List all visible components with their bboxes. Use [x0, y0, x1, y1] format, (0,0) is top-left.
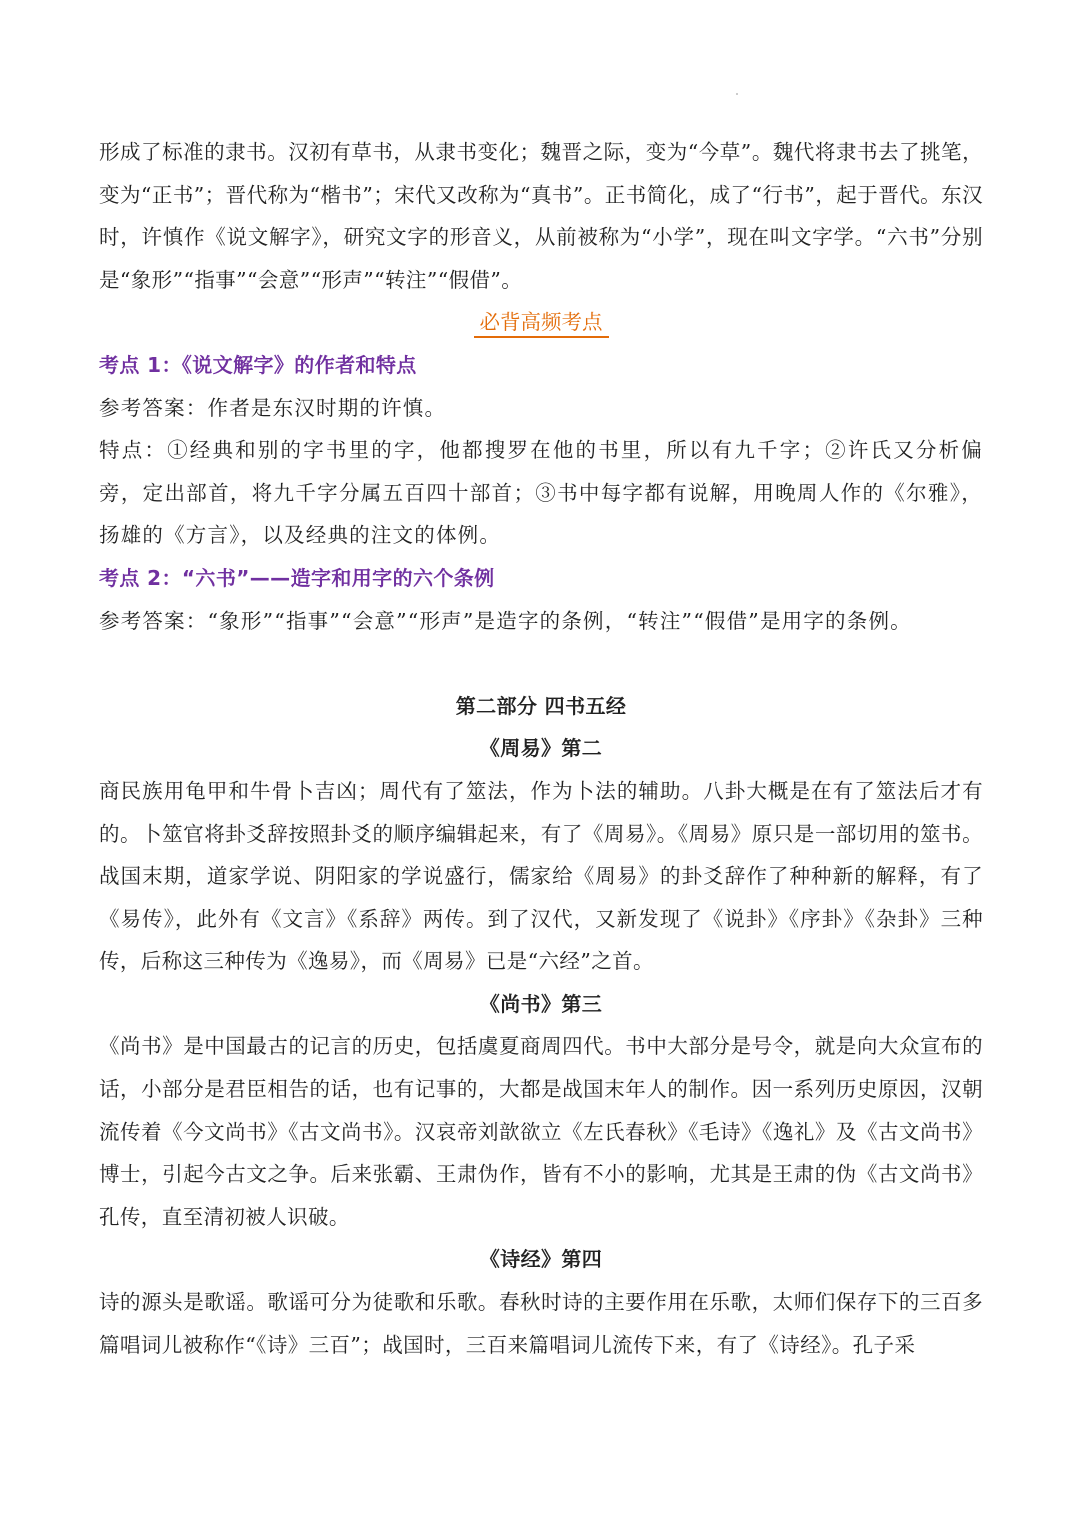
part-two-title: 第二部分 四书五经 [455, 693, 627, 718]
chapter-zhouyi-title: 《周易》第二 [479, 736, 603, 761]
must-memorize-heading [99, 301, 983, 344]
chapter-zhouyi-body: 商民族用龟甲和牛骨卜吉凶；周代有了筮法，作为卜法的辅助。八卦大概是在有了筮法后才有的。卜筮官将卦爻辞按照卦爻的顺序编辑起来，有了《周易》。《周易》原只是一部切用的筮书。战国末期，道家学说、阴阳家的学说盛行，儒家给《周易》的卦爻辞作了种种新的解释，有了《易传》，此外有《文言》《系辞》两传。到了汉代，又新发现了《说卦》《序卦》《杂卦》三种传，后称这三种传为《逸易》，而《周易》已是“六经”之首。 [99, 778, 983, 974]
chapter-shangshu-title: 《尚书》第三 [479, 991, 603, 1016]
point-1-answer: 参考答案：作者是东汉时期的许慎。 [99, 395, 447, 420]
must-memorize-heading-text: 必背高频考点 [474, 308, 609, 338]
point-2-title: 考点 2：“六书”——造字和用字的六个条例 [99, 565, 495, 590]
document-page [99, 131, 983, 1366]
point-1-features: 特点：①经典和别的字书里的字，他都搜罗在他的书里，所以有九千字；②许氏又分析偏旁，定出部首，将九千字分属五百四十部首；③书中每字都有说解，用晚周人作的《尔雅》，扬雄的《方言》，以及经典的注文的体例。 [99, 438, 983, 548]
point-2-answer: 参考答案：“象形”“指事”“会意”“形声”是造字的条例，“转注”“假借”是用字的条例。 [99, 608, 912, 633]
scan-dot [736, 93, 738, 95]
chapter-shijing-body: 诗的源头是歌谣。歌谣可分为徒歌和乐歌。春秋时诗的主要作用在乐歌，太师们保存下的三百多篇唱词儿被称作“《诗》三百”；战国时，三百来篇唱词儿流传下来，有了《诗经》。孔子采 [99, 1290, 983, 1357]
section-gap [99, 642, 983, 685]
chapter-shangshu-body: 《尚书》是中国最古的记言的历史，包括虞夏商周四代。书中大部分是号令，就是向大众宣布的话，小部分是君臣相告的话，也有记事的，大都是战国末年人的制作。因一系列历史原因，汉朝流传着《今文尚书》《古文尚书》。汉哀帝刘歆欲立《左氏春秋》《毛诗》《逸礼》及《古文尚书》博士，引起今古文之争。后来张霸、王肃伪作，皆有不小的影响，尤其是王肃的伪《古文尚书》孔传，直至清初被人识破。 [99, 1034, 983, 1229]
chapter-shijing-title: 《诗经》第四 [479, 1247, 603, 1272]
intro-paragraph: 形成了标准的隶书。汉初有草书，从隶书变化；魏晋之际，变为“今草”。魏代将隶书去了挑笔，变为“正书”；晋代称为“楷书”；宋代又改称为“真书”。正书简化，成了“行书”，起于晋代。东汉时，许慎作《说文解字》，研究文字的形音义，从前被称为“小学”，现在叫文字学。“六书”分别是“象形”“指事”“会意”“形声”“转注”“假借”。 [99, 140, 983, 292]
point-1-title: 考点 1：《说文解字》的作者和特点 [99, 352, 417, 377]
